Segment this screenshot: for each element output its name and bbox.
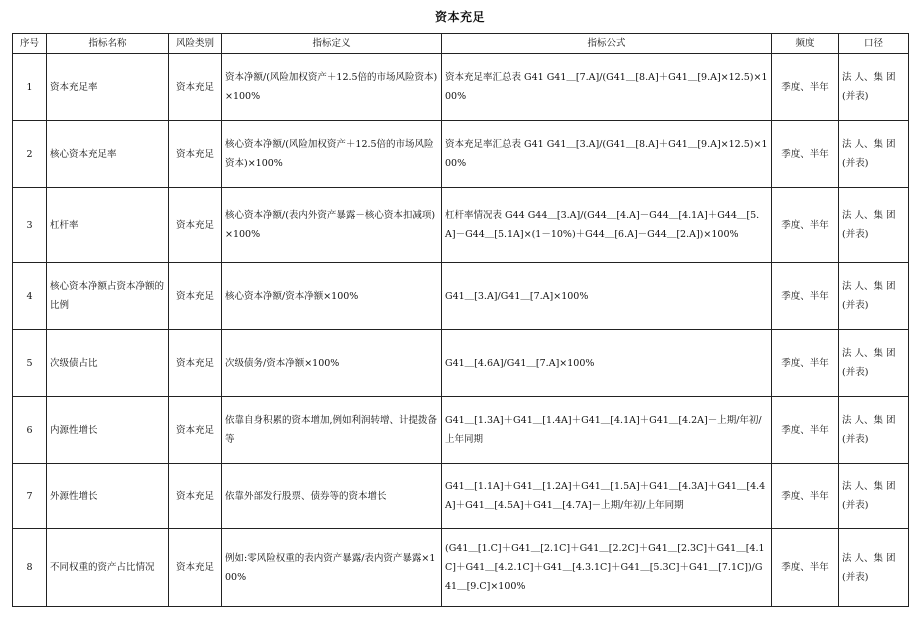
table-row	[13, 263, 909, 330]
cell-freq: 季度、半年	[772, 529, 839, 607]
header-name: 指标名称	[47, 34, 169, 54]
cell-formula: 资本充足率汇总表 G41 G41＿[7.A]/(G41＿[8.A]＋G41＿[9.A]×12.5)×100%	[442, 54, 772, 121]
cell-name: 核心资本充足率	[47, 121, 169, 188]
cell-def: 依靠自身积累的资本增加,例如利润转增、计提拨备等	[222, 397, 442, 464]
header-row	[13, 34, 909, 54]
cell-name: 外源性增长	[47, 464, 169, 529]
cell-name: 资本充足率	[47, 54, 169, 121]
cell-def: 次级债务/资本净额×100%	[222, 330, 442, 397]
cell-def: 例如:零风险权重的表内资产暴露/表内资产暴露×100%	[222, 529, 442, 607]
table-row	[13, 121, 909, 188]
header-level: 口径	[839, 34, 909, 54]
cell-freq: 季度、半年	[772, 54, 839, 121]
cell-formula: G41＿[4.6A]/G41＿[7.A]×100%	[442, 330, 772, 397]
cell-level: 法 人、集 团(并表)	[839, 529, 909, 607]
cell-idx: 6	[13, 397, 47, 464]
cell-type: 资本充足	[169, 188, 222, 263]
cell-idx: 7	[13, 464, 47, 529]
cell-def: 核心资本净额/(表内外资产暴露－核心资本扣减项)×100%	[222, 188, 442, 263]
cell-name: 不同权重的资产占比情况	[47, 529, 169, 607]
cell-formula: (G41＿[1.C]＋G41＿[2.1C]＋G41＿[2.2C]＋G41＿[2.3C]＋G41＿[4.1C]＋G41＿[4.2.1C]＋G41＿[4.3.1C]＋G41＿[5.3C]＋G41＿[7.1C])/G41＿[9.C]×100%	[442, 529, 772, 607]
cell-level: 法 人、集 团(并表)	[839, 330, 909, 397]
cell-freq: 季度、半年	[772, 464, 839, 529]
cell-freq: 季度、半年	[772, 121, 839, 188]
cell-name: 次级债占比	[47, 330, 169, 397]
cell-type: 资本充足	[169, 54, 222, 121]
indicator-table	[12, 33, 909, 607]
table-row	[13, 188, 909, 263]
cell-idx: 1	[13, 54, 47, 121]
cell-def: 核心资本净额/资本净额×100%	[222, 263, 442, 330]
cell-idx: 2	[13, 121, 47, 188]
header-type: 风险类别	[169, 34, 222, 54]
cell-def: 核心资本净额/(风险加权资产＋12.5倍的市场风险资本)×100%	[222, 121, 442, 188]
cell-idx: 4	[13, 263, 47, 330]
cell-level: 法 人、集 团(并表)	[839, 464, 909, 529]
cell-idx: 5	[13, 330, 47, 397]
cell-type: 资本充足	[169, 397, 222, 464]
cell-type: 资本充足	[169, 263, 222, 330]
cell-freq: 季度、半年	[772, 263, 839, 330]
header-def: 指标定义	[222, 34, 442, 54]
cell-level: 法 人、集 团(并表)	[839, 121, 909, 188]
cell-type: 资本充足	[169, 464, 222, 529]
cell-level: 法 人、集 团(并表)	[839, 263, 909, 330]
cell-name: 核心资本净额占资本净额的比例	[47, 263, 169, 330]
cell-idx: 8	[13, 529, 47, 607]
cell-type: 资本充足	[169, 330, 222, 397]
cell-formula: G41＿[1.1A]＋G41＿[1.2A]＋G41＿[1.5A]＋G41＿[4.3A]＋G41＿[4.4A]＋G41＿[4.5A]＋G41＿[4.7A]－上期/年初/上年同期	[442, 464, 772, 529]
cell-idx: 3	[13, 188, 47, 263]
cell-type: 资本充足	[169, 121, 222, 188]
table-row	[13, 54, 909, 121]
header-idx: 序号	[13, 34, 47, 54]
cell-name: 杠杆率	[47, 188, 169, 263]
table-row	[13, 464, 909, 529]
cell-formula: G41＿[3.A]/G41＿[7.A]×100%	[442, 263, 772, 330]
cell-freq: 季度、半年	[772, 330, 839, 397]
table-row	[13, 529, 909, 607]
header-formula: 指标公式	[442, 34, 772, 54]
header-freq: 频度	[772, 34, 839, 54]
cell-level: 法 人、集 团(并表)	[839, 54, 909, 121]
cell-level: 法 人、集 团(并表)	[839, 188, 909, 263]
cell-freq: 季度、半年	[772, 397, 839, 464]
table-row	[13, 330, 909, 397]
cell-level: 法 人、集 团(并表)	[839, 397, 909, 464]
cell-formula: 杠杆率情况表 G44 G44＿[3.A]/(G44＿[4.A]－G44＿[4.1A]＋G44＿[5.A]－G44＿[5.1A]×(1－10%)＋G44＿[6.A]－G44＿[2.A])×100%	[442, 188, 772, 263]
cell-formula: G41＿[1.3A]＋G41＿[1.4A]＋G41＿[4.1A]＋G41＿[4.2A]－上期/年初/上年同期	[442, 397, 772, 464]
cell-formula: 资本充足率汇总表 G41 G41＿[3.A]/(G41＿[8.A]＋G41＿[9.A]×12.5)×100%	[442, 121, 772, 188]
cell-freq: 季度、半年	[772, 188, 839, 263]
cell-name: 内源性增长	[47, 397, 169, 464]
table-row	[13, 397, 909, 464]
cell-def: 依靠外部发行股票、债券等的资本增长	[222, 464, 442, 529]
page-title: 资本充足	[434, 10, 485, 24]
cell-type: 资本充足	[169, 529, 222, 607]
cell-def: 资本净额/(风险加权资产＋12.5倍的市场风险资本)×100%	[222, 54, 442, 121]
